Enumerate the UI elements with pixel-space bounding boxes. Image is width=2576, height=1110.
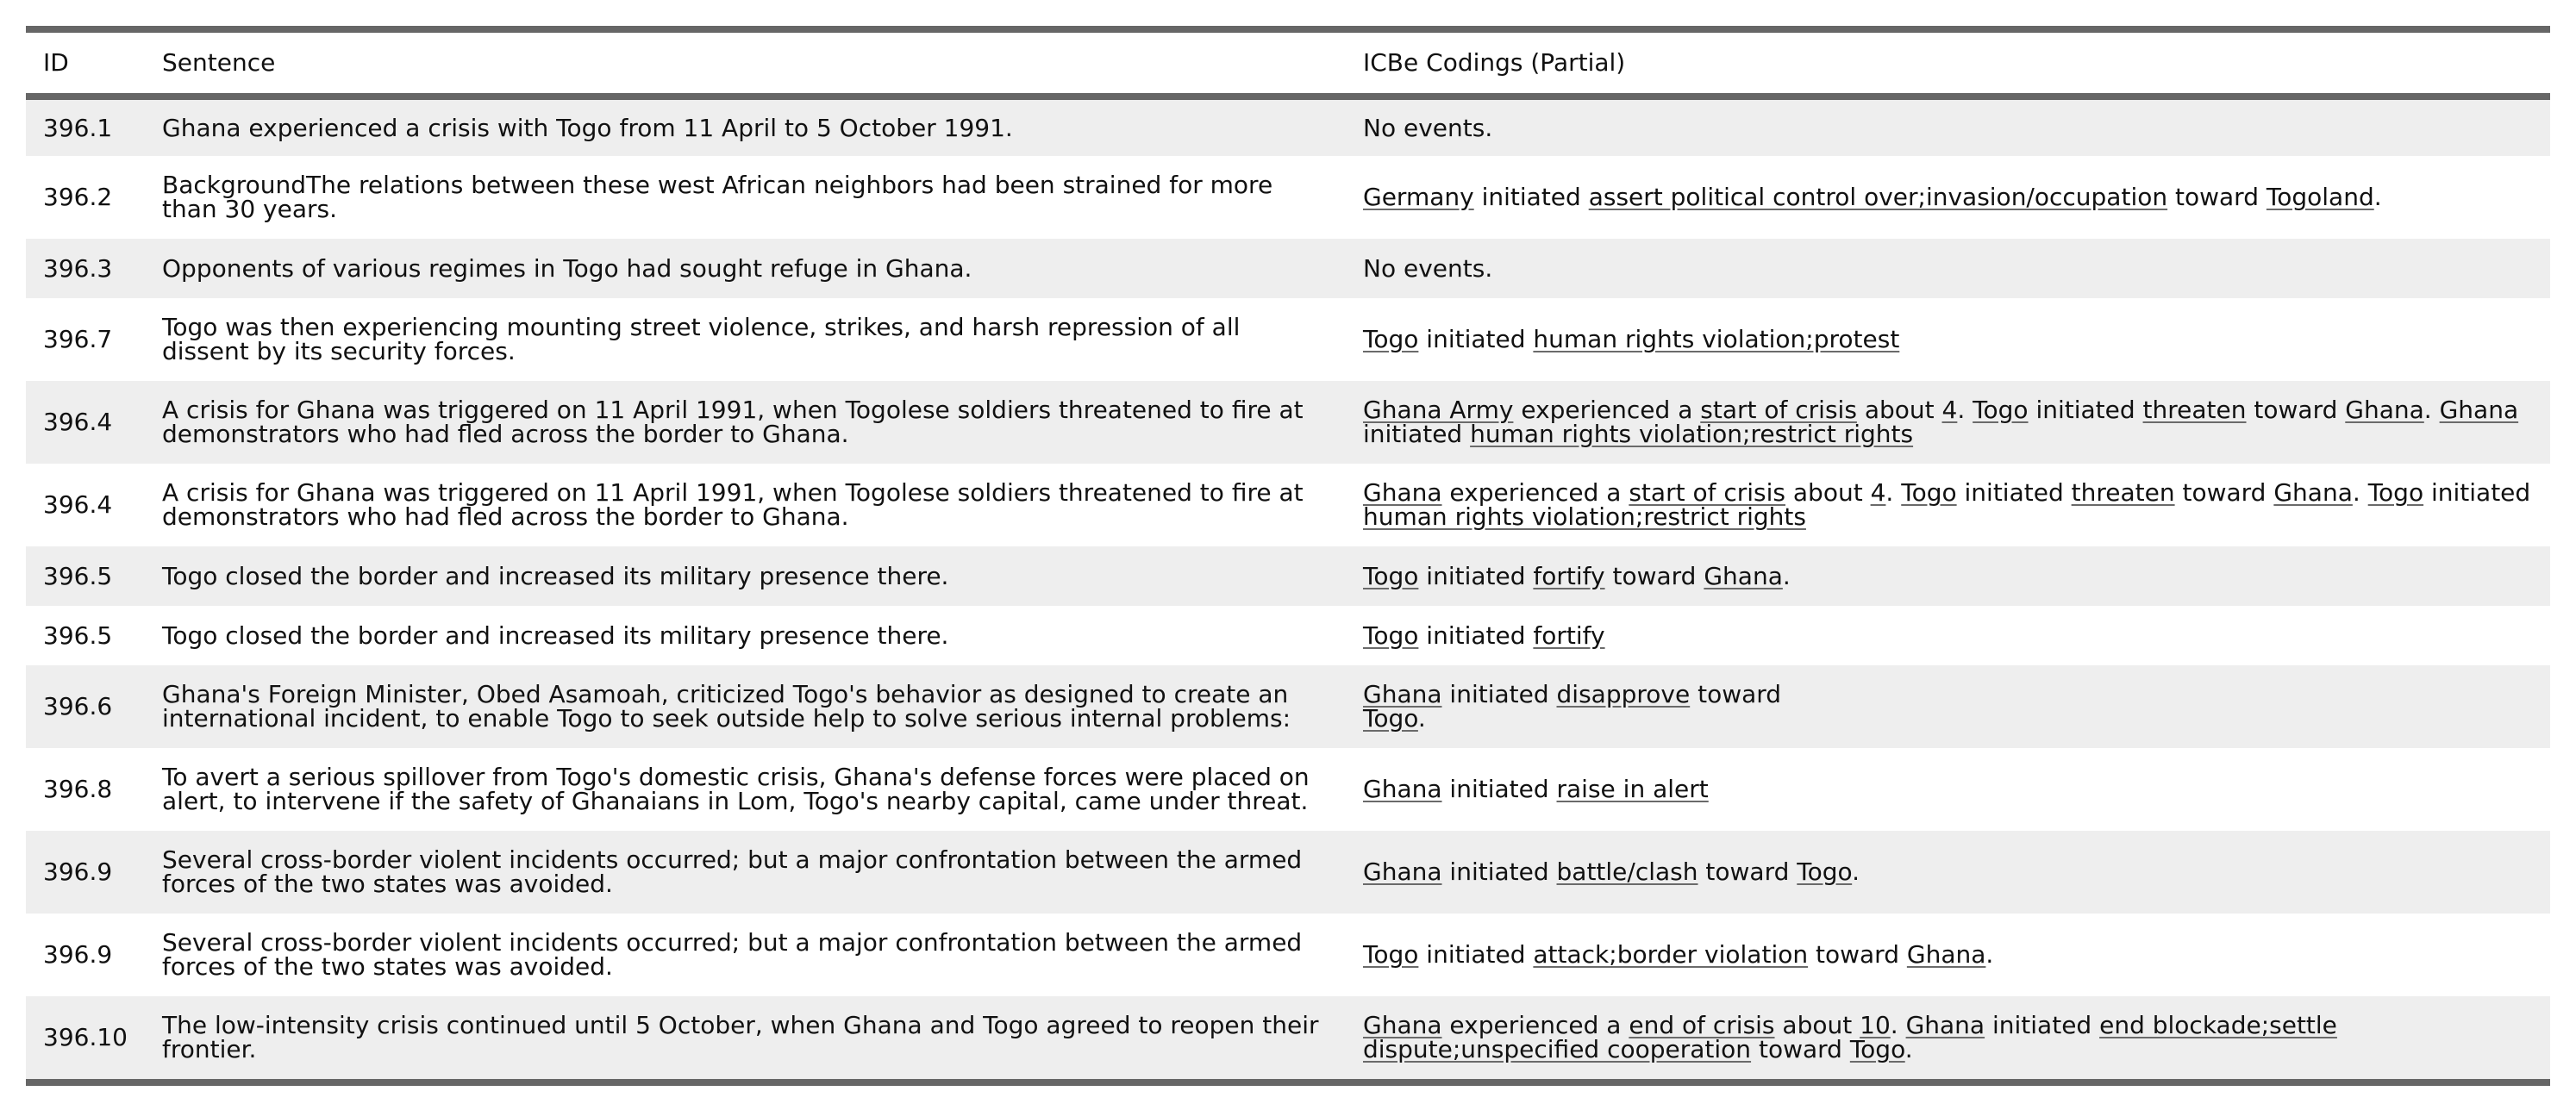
coding-term: Ghana Army	[1363, 396, 1514, 424]
coding-text: initiated	[1363, 420, 1471, 448]
table-row	[26, 914, 2550, 996]
coding-term: raise in alert	[1556, 775, 1709, 803]
coding-term: Ghana	[1704, 561, 1783, 590]
coding-term: Ghana	[2273, 478, 2353, 507]
coding-text: initiated	[1418, 940, 1534, 969]
column-header-sentence: Sentence	[162, 48, 276, 77]
coding-text: initiated	[1985, 1011, 2100, 1039]
coding-term: disapprove	[1556, 680, 1691, 708]
row-id: 396.9	[43, 940, 113, 969]
coding-term: Togo	[1363, 325, 1419, 353]
coding-term: Togo	[1973, 396, 2029, 424]
table-row	[26, 546, 2550, 606]
row-id: 396.4	[43, 408, 113, 436]
table-row	[26, 464, 2550, 546]
coding-text: initiated	[1418, 620, 1534, 650]
coding-text: toward	[2174, 478, 2274, 507]
row-coding	[1346, 381, 2550, 464]
coding-term: attack;border violation	[1533, 940, 1809, 969]
row-sentence: Togo closed the border and increased its military presence there.	[162, 561, 949, 590]
table-row	[26, 606, 2550, 665]
row-coding	[1346, 665, 2550, 748]
row-coding	[1346, 914, 2550, 996]
coding-term: human rights violation;restrict rights	[1470, 420, 1914, 448]
coding-term: Togo	[2367, 478, 2424, 507]
coding-term: Togo	[1363, 940, 1419, 969]
table-header	[26, 33, 2550, 97]
coding-term: Togo	[1363, 704, 1418, 733]
coding-term: Ghana	[1906, 940, 1986, 969]
coding-text: initiated	[1441, 775, 1557, 803]
coding-term: assert political control over;invasion/occupation	[1588, 183, 2168, 211]
coding-text: experienced a	[1513, 396, 1701, 424]
row-id: 396.8	[43, 775, 113, 803]
coding-term: Togo	[1849, 1035, 1905, 1063]
coding-term: fortify	[1533, 561, 1605, 590]
coding-text: experienced a	[1441, 478, 1629, 507]
coding-text: .	[1957, 396, 1973, 424]
coding-term: Ghana	[1363, 1011, 1442, 1039]
row-id: 396.2	[43, 183, 113, 211]
coding-term: 4	[1941, 396, 1958, 424]
coding-term: fortify	[1533, 620, 1605, 650]
row-id: 396.1	[43, 113, 113, 142]
coding-term: Germany	[1363, 183, 1474, 211]
row-sentence: Ghana's Foreign Minister, Obed Asamoah, criticized Togo's behavior as designed to create an international incident, to enable Togo to seek outside help to solve serious internal problems:	[162, 680, 1291, 733]
row-id: 396.9	[43, 857, 113, 886]
coding-text: .	[1885, 478, 1902, 507]
coding-term: Togo	[1901, 478, 1957, 507]
coding-text: toward	[1690, 680, 1782, 708]
coding-text: No events.	[1363, 253, 1493, 283]
coding-text: .	[1890, 1011, 1906, 1039]
coding-text: toward	[1698, 857, 1798, 886]
column-header-codings: ICBe Codings (Partial)	[1363, 48, 1626, 77]
row-coding	[1346, 606, 2550, 665]
coding-text: about	[1774, 1011, 1860, 1039]
coding-text: initiated	[1473, 183, 1589, 211]
row-coding	[1346, 298, 2550, 381]
row-coding	[1346, 546, 2550, 606]
coding-term: Ghana	[1905, 1011, 1985, 1039]
row-id: 396.3	[43, 253, 113, 283]
coding-term: Ghana	[1363, 680, 1442, 708]
row-coding	[1346, 156, 2550, 239]
row-sentence: A crisis for Ghana was triggered on 11 April 1991, when Togolese soldiers threatened to fire at demonstrators who had fled across the border to Ghana.	[162, 478, 1304, 531]
coding-term: Ghana	[1363, 478, 1442, 507]
coding-term: human rights violation;restrict rights	[1363, 502, 1806, 531]
row-sentence: To avert a serious spillover from Togo's domestic crisis, Ghana's defense forces were placed on alert, to intervene if the safety of Ghanaians in Lom, Togo's nearby capital, came under threat.	[162, 763, 1310, 815]
coding-text: toward	[1751, 1035, 1850, 1063]
coding-text: .	[1985, 940, 1994, 969]
coding-term: 4	[1870, 478, 1886, 507]
row-sentence: Togo was then experiencing mounting street violence, strikes, and harsh repression of all dissent by its security forces.	[162, 313, 1241, 365]
coding-text: initiated	[1418, 561, 1534, 590]
coding-term: Togo	[1797, 857, 1853, 886]
table-row	[26, 748, 2550, 831]
table-row	[26, 239, 2550, 298]
coding-text: initiated	[2028, 396, 2143, 424]
column-header-id: ID	[43, 48, 69, 77]
coding-text: .	[2352, 478, 2368, 507]
coding-text: .	[2423, 396, 2440, 424]
row-id: 396.5	[43, 620, 113, 650]
row-sentence: The low-intensity crisis continued until 5 October, when Ghana and Togo agreed to reopen their frontier.	[162, 1011, 1319, 1063]
row-sentence: Several cross-border violent incidents occurred; but a major confrontation between the armed forces of the two states was avoided.	[162, 928, 1303, 981]
table-row	[26, 156, 2550, 239]
row-sentence: Ghana experienced a crisis with Togo from 11 April to 5 October 1991.	[162, 113, 1013, 142]
coding-term: threaten	[2071, 478, 2175, 507]
coding-term: start of crisis	[1700, 396, 1857, 424]
header-row	[26, 33, 2550, 97]
coding-term: Togo	[1363, 620, 1419, 650]
table-row	[26, 381, 2550, 464]
row-id: 396.7	[43, 325, 113, 353]
coding-text: initiated	[1418, 325, 1534, 353]
table-row	[26, 831, 2550, 914]
coding-term: end blockade;settle dispute;unspecified cooperation	[1363, 1011, 2337, 1063]
table-row	[26, 298, 2550, 381]
row-id: 396.4	[43, 490, 113, 519]
coding-text: toward	[1808, 940, 1907, 969]
coding-term: human rights violation;protest	[1533, 325, 1900, 353]
icbe-table-container	[26, 26, 2550, 1086]
coding-text: toward	[1604, 561, 1704, 590]
coding-text: .	[1417, 704, 1426, 733]
row-coding	[1346, 464, 2550, 546]
coding-term: Ghana	[2345, 396, 2424, 424]
row-sentence: A crisis for Ghana was triggered on 11 April 1991, when Togolese soldiers threatened to fire at demonstrators who had fled across the border to Ghana.	[162, 396, 1304, 448]
coding-text: .	[1904, 1035, 1913, 1063]
table-body	[26, 97, 2550, 1079]
coding-term: 10	[1860, 1011, 1891, 1039]
coding-text: No events.	[1363, 113, 1493, 142]
table-row	[26, 97, 2550, 156]
row-sentence: Opponents of various regimes in Togo had sought refuge in Ghana.	[162, 253, 972, 283]
row-coding	[1346, 748, 2550, 831]
coding-text: toward	[2246, 396, 2346, 424]
coding-term: start of crisis	[1629, 478, 1785, 507]
coding-term: Ghana	[1363, 775, 1442, 803]
coding-term: Togo	[1363, 561, 1419, 590]
coding-term: battle/clash	[1556, 857, 1698, 886]
coding-text: .	[1852, 857, 1860, 886]
coding-text: initiated	[1441, 680, 1557, 708]
row-coding	[1346, 996, 2550, 1079]
coding-text: initiated	[1441, 857, 1557, 886]
row-sentence: Togo closed the border and increased its military presence there.	[162, 620, 949, 650]
coding-text: .	[1782, 561, 1791, 590]
coding-text: .	[2373, 183, 2382, 211]
coding-term: Togoland	[2266, 183, 2374, 211]
row-id: 396.6	[43, 692, 113, 720]
row-coding	[1346, 239, 2550, 298]
coding-text: experienced a	[1441, 1011, 1629, 1039]
row-id: 396.10	[43, 1023, 128, 1051]
coding-term: Ghana	[2439, 396, 2519, 424]
coding-text: about	[1785, 478, 1871, 507]
row-sentence: Several cross-border violent incidents occurred; but a major confrontation between the armed forces of the two states was avoided.	[162, 845, 1303, 898]
row-id: 396.5	[43, 561, 113, 590]
coding-text: about	[1856, 396, 1942, 424]
row-sentence: BackgroundThe relations between these west African neighbors had been strained for more than 30 years.	[162, 171, 1273, 223]
coding-text: initiated	[1956, 478, 2072, 507]
coding-term: threaten	[2142, 396, 2247, 424]
table-row	[26, 665, 2550, 748]
coding-term: Ghana	[1363, 857, 1442, 886]
table-row	[26, 996, 2550, 1079]
coding-text: initiated	[2423, 478, 2531, 507]
row-coding	[1346, 97, 2550, 156]
coding-text: toward	[2167, 183, 2267, 211]
row-coding	[1346, 831, 2550, 914]
icbe-codings-table	[26, 33, 2550, 1079]
coding-term: end of crisis	[1629, 1011, 1775, 1039]
